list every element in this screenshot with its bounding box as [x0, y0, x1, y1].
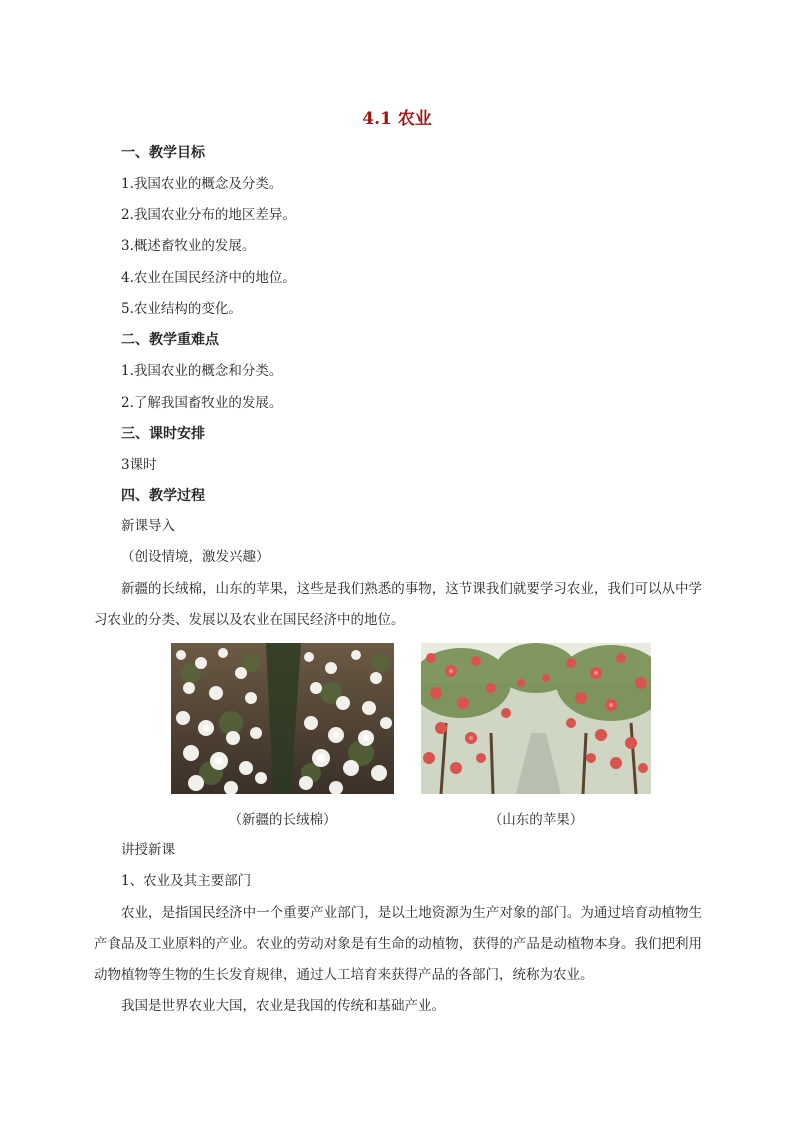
goal-item: 3.概述畜牧业的发展。 — [121, 238, 256, 254]
intro-note: （创设情境，激发兴趣） — [121, 549, 270, 565]
goals-heading: 一、教学目标 — [121, 145, 205, 161]
schedule-heading: 三、课时安排 — [121, 426, 205, 442]
apple-orchard-illustration — [421, 643, 651, 794]
agriculture-definition-paragraph: 农业，是指国民经济中一个重要产业部门，是以土地资源为生产对象的部门。为通过培育动植物生产食品及工业原料的产业。农业的劳动对象是有生命的动植物，获得的产品是动植物本身。我们把利用动物植物等生物的生长发育规律，通过人工培育来获得产品的各部门，统称为农业。 — [94, 905, 702, 983]
cotton-field-image — [171, 643, 394, 794]
key-point-item: 1.我国农业的概念和分类。 — [121, 363, 283, 379]
key-point-item: 2.了解我国畜牧业的发展。 — [121, 395, 283, 411]
goal-item: 2.我国农业分布的地区差异。 — [121, 207, 296, 223]
page-title: 4.1 农业 — [362, 109, 432, 129]
intro-paragraph: 新疆的长绒棉，山东的苹果，这些是我们熟悉的事物，这节课我们就要学习农业，我们可以从中学习农业的分类、发展以及农业在国民经济中的地位。 — [94, 581, 702, 628]
goal-item: 4.农业在国民经济中的地位。 — [121, 270, 296, 286]
process-heading: 四、教学过程 — [121, 488, 205, 504]
apple-orchard-image — [421, 643, 651, 794]
intro-label: 新课导入 — [121, 518, 175, 534]
key-points-heading: 二、教学重难点 — [121, 332, 219, 348]
cotton-caption: （新疆的长绒棉） — [228, 812, 337, 828]
goal-item: 5.农业结构的变化。 — [121, 301, 242, 317]
goal-item: 1.我国农业的概念及分类。 — [121, 176, 283, 192]
cotton-field-illustration — [171, 643, 394, 794]
new-lesson-label: 讲授新课 — [121, 842, 175, 858]
subsection-heading: 1、农业及其主要部门 — [121, 873, 252, 889]
agriculture-status-paragraph: 我国是世界农业大国，农业是我国的传统和基础产业。 — [121, 998, 445, 1014]
schedule-text: 3课时 — [121, 457, 157, 473]
apple-caption: （山东的苹果） — [488, 812, 584, 828]
